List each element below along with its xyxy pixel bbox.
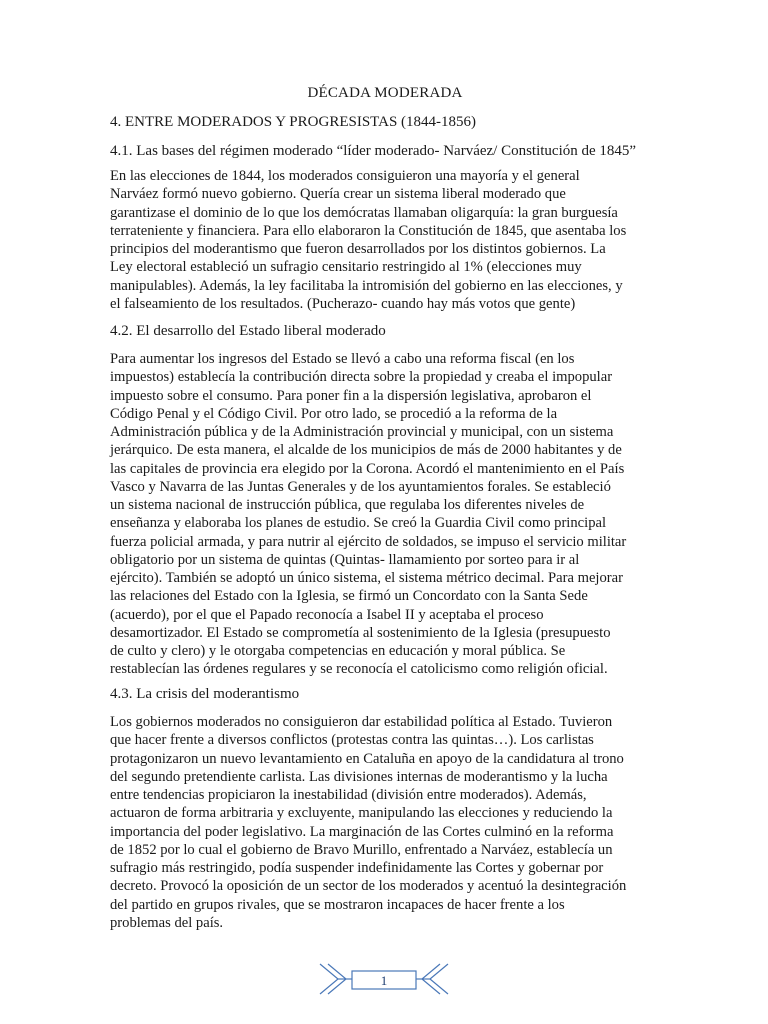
text-line: garantizase el dominio de lo que los demócratas llamaban oligarquía: la gran burguesía <box>110 204 618 221</box>
text-line: problemas del país. <box>110 914 224 931</box>
text-line: restablecían las órdenes regulares y se reconocía el catolicismo como religión oficial. <box>110 661 608 678</box>
text-line: impuesto sobre el consumo. Para poner fin a la dispersión legislativa, aprobaron el <box>110 387 592 404</box>
text-line: de culto y clero) y le otorgaba competencias en educación y moral pública. Se <box>110 643 566 659</box>
text-line: obligatorio por un sistema de quintas (Quintas- llamamiento por sorteo para ir al <box>110 551 580 568</box>
document-title: DÉCADA MODERADA <box>307 85 463 101</box>
text-line: Vasco y Navarra de las Juntas Generales y de los ayuntamientos forales. Se estableció <box>110 478 611 495</box>
text-line: un sistema nacional de instrucción pública, que regulaba los diferentes niveles de <box>110 497 585 513</box>
text-line: del segundo pretendiente carlista. Las divisiones internas de moderantismo y la lucha <box>110 768 608 785</box>
text-line: las capitales de provincia era elegido por la Corona. Acordó el mantenimiento en el País <box>110 460 625 477</box>
text-line: (acuerdo), por el que el Papado reconocía a Isabel II y aceptaba el proceso <box>110 606 544 623</box>
text-line: del partido en grupos rivales, que se mostraron incapaces de hacer frente a los <box>110 896 565 913</box>
text-line: de 1852 por lo cual el gobierno de Bravo Murillo, enfrentado a Narváez, establecía un <box>110 841 613 858</box>
text-line: protagonizaron un nuevo levantamiento en Cataluña en apoyo de la candidatura al trono <box>110 750 624 767</box>
text-line: las relaciones del Estado con la Iglesia, se firmó un Concordato con la Santa Sede <box>110 588 588 605</box>
text-line: que hacer frente a diversos conflictos (protestas contra las quintas…). Los carlistas <box>110 732 594 749</box>
text-line: Ley electoral estableció un sufragio censitario restringido al 1% (elecciones muy <box>110 259 582 276</box>
text-line: el falseamiento de los resultados. (Pucherazo- cuando hay más votos que gente) <box>110 295 576 312</box>
page-number: 1 <box>380 973 388 988</box>
paragraph-4-1 <box>110 167 660 313</box>
text-line: importancia del poder legislativo. La marginación de las Cortes culminó en la reforma <box>110 823 614 840</box>
text-line: fuerza policial armada, y para nutrir al ejército de soldados, se impuso el servicio militar <box>110 533 627 550</box>
text-line: Administración pública y de la Administración provincial y municipal, con un sistema <box>110 424 614 440</box>
text-line: Narváez formó nuevo gobierno. Quería crear un sistema liberal moderado que <box>110 186 566 203</box>
text-line: entre tendencias propiciaron la inestabilidad (división entre moderados). Además, <box>110 787 587 803</box>
text-line: enseñanza y elaboraba los planes de estudio. Se creó la Guardia Civil como principal <box>110 515 607 532</box>
text-line: impuestos) establecía la contribución directa sobre la propiedad y creaba el impopular <box>110 369 613 386</box>
text-line: Para aumentar los ingresos del Estado se llevó a cabo una reforma fiscal (en los <box>110 351 575 367</box>
right-chevron-outer <box>430 964 448 994</box>
left-chevron-outer <box>320 964 338 994</box>
text-line: principios del moderantismo que fueron desarrollados por los distintos gobiernos. La <box>110 241 606 257</box>
text-line: Los gobiernos moderados no consiguieron dar estabilidad política al Estado. Tuvieron <box>110 714 613 730</box>
section-heading: 4. ENTRE MODERADOS Y PROGRESISTAS (1844-1856) <box>110 114 477 130</box>
paragraph-4-2 <box>110 350 660 679</box>
text-line: ejército). También se adoptó un único sistema, el sistema métrico decimal. Para mejorar <box>110 570 623 586</box>
text-line: jerárquico. De esta manera, el alcalde de los municipios de más de 2000 habitantes y de <box>110 442 622 459</box>
text-line: terrateniente y financiera. Para ello elaboraron la Constitución de 1845, que asentaba los <box>110 222 627 239</box>
text-line: En las elecciones de 1844, los moderados consiguieron una mayoría y el general <box>110 168 580 184</box>
subsection-heading-4-2: 4.2. El desarrollo del Estado liberal moderado <box>110 323 386 339</box>
text-line: decreto. Provocó la oposición de un sector de los moderados y acentuó la desintegración <box>110 878 627 895</box>
text-line: Código Penal y el Código Civil. Por otro lado, se procedió a la reforma de la <box>110 405 558 422</box>
text-line: manipulables). Además, la ley facilitaba la intromisión del gobierno en las elecciones, y <box>110 277 623 294</box>
subsection-heading-4-3: 4.3. La crisis del moderantismo <box>110 686 300 702</box>
text-line: sufragio más restringido, podía suspender indefinidamente las Cortes y gobernar por <box>110 860 604 876</box>
paragraph-4-3 <box>110 713 660 932</box>
subsection-heading-4-1: 4.1. Las bases del régimen moderado “líder moderado- Narváez/ Constitución de 1845” <box>110 143 637 159</box>
text-line: desamortizador. El Estado se comprometía al sostenimiento de la Iglesia (presupuesto <box>110 624 611 641</box>
text-line: actuaron de forma arbitraria y excluyente, manipulando las elecciones y reduciendo la <box>110 805 613 822</box>
